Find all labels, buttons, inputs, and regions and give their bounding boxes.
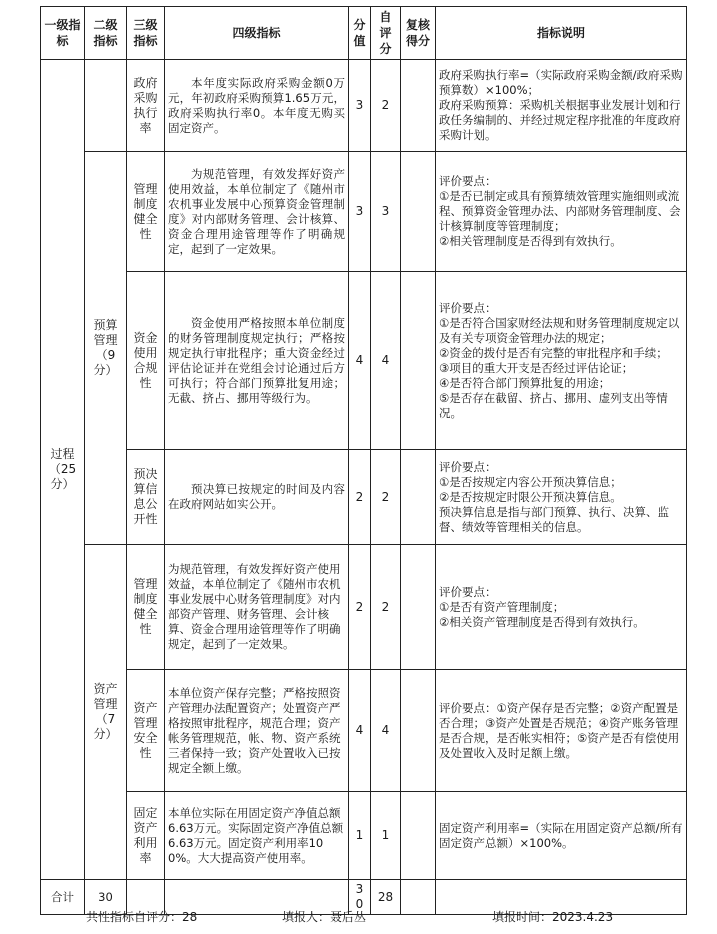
note-cell	[436, 152, 687, 272]
footer-date: 填报时间：2023.4.23	[492, 910, 614, 924]
review-score-cell	[401, 60, 436, 152]
note-cell: 评价要点：①资产保存是否完整；②资产配置是否合理；③资产处置是否规范；④资产账务管理是否合规，是否帐实相符；⑤资产是否有偿使用及处置收入及时足额上缴。	[436, 670, 687, 792]
table-row	[41, 450, 687, 545]
level3-cell: 管理制度健全性	[127, 152, 165, 272]
header-note: 指标说明	[436, 7, 687, 60]
self-score-cell: 2	[371, 450, 401, 545]
review-score-cell	[401, 670, 436, 792]
total-level2: 30	[85, 880, 127, 915]
total-label: 合计	[41, 880, 85, 915]
score-cell: 4	[349, 670, 371, 792]
review-score-cell	[401, 152, 436, 272]
note-line: 评价要点：	[439, 300, 497, 315]
note-line: ①是否按规定内容公开预决算信息；	[439, 474, 622, 489]
review-score-cell	[401, 450, 436, 545]
note-cell	[436, 450, 687, 545]
note-line: ⑤是否存在截留、挤占、挪用、虚列支出等情况。	[439, 390, 668, 420]
note-line: ②资金的拨付是否有完整的审批程序和手续；	[439, 345, 668, 360]
level3-cell: 预决算信息公开性	[127, 450, 165, 545]
score-cell: 2	[349, 450, 371, 545]
level2-cell-empty	[85, 60, 127, 152]
header-score: 分值	[349, 7, 371, 60]
self-score-cell: 4	[371, 670, 401, 792]
level4-cell: 本单位实际在用固定资产净值总额6.63万元。实际固定资产净值总额6.63万元。固定资产利用率100%。大大提高资产使用率。	[165, 792, 349, 880]
note-cell	[436, 60, 687, 152]
header-review-score: 复核得分	[401, 7, 436, 60]
self-score-cell: 3	[371, 152, 401, 272]
level4-cell: 预决算已按规定的时间及内容在政府网站如实公开。	[165, 450, 349, 545]
note-text	[439, 174, 683, 249]
header-level3: 三级指标	[127, 7, 165, 60]
total-score: 30	[349, 880, 371, 915]
note-line: ④是否符合部门预算批复的用途；	[439, 375, 611, 390]
self-score-cell: 1	[371, 792, 401, 880]
note-line: 政府采购执行率=（实际政府采购金额/政府采购预算数）×100%；	[439, 68, 683, 97]
score-cell: 2	[349, 545, 371, 670]
note-line: 评价要点：	[439, 459, 497, 474]
table-row	[41, 545, 687, 670]
level3-cell: 政府采购执行率	[127, 60, 165, 152]
note-line: ②相关管理制度是否得到有效执行。	[439, 234, 622, 248]
level3-cell: 固定资产利用率	[127, 792, 165, 880]
self-score-cell: 4	[371, 272, 401, 450]
review-score-cell	[401, 792, 436, 880]
note-line: ②相关资产管理制度是否得到有效执行。	[439, 614, 645, 629]
level4-cell: 资金使用严格按照本单位制度的财务管理制度规定执行；严格按规定执行审批程序；重大资金经过评估论证并在党组会讨论通过后方可执行；符合部门预算批复用途；无截、挤占、挪用等级行为。	[165, 272, 349, 450]
note-line: ①是否已制定或具有预算绩效管理实施细则或流程、预算资金管理办法、内部财务管理制度、会计核算制度等管理制度；	[439, 189, 681, 233]
level3-cell: 资金使用合规性	[127, 272, 165, 450]
header-level4: 四级指标	[165, 7, 349, 60]
total-self-score: 28	[371, 880, 401, 915]
level4-cell: 为规范管理，有效发挥好资产使用效益，本单位制定了《随州市农机事业发展中心财务管理制度》对内部资产管理、财务管理、会计核算、资金合理用途管理等作了明确规定，起到了一定效果。	[165, 545, 349, 670]
evaluation-table	[40, 6, 687, 915]
table-row	[41, 792, 687, 880]
header-self-score: 自评分	[371, 7, 401, 60]
table-row	[41, 152, 687, 272]
footer-self-score: 共性指标自评分：28	[86, 910, 198, 924]
note-line: ③项目的重大开支是否经过评估论证；	[439, 360, 634, 375]
level3-cell: 资产管理安全性	[127, 670, 165, 792]
table-row	[41, 60, 687, 152]
level4-cell: 为规范管理，有效发挥好资产使用效益，本单位制定了《随州市农机事业发展中心预算资金管理制度》对内部财务管理、会计核算、资金合理用途管理等作了明确规定，起到了一定效果。	[165, 152, 349, 272]
note-text	[439, 585, 683, 630]
score-cell: 1	[349, 792, 371, 880]
score-cell: 4	[349, 272, 371, 450]
score-cell: 3	[349, 60, 371, 152]
table-row	[41, 670, 687, 792]
level2-cell-budget: 预算管理（9分）	[85, 152, 127, 545]
header-row	[41, 7, 687, 60]
note-line: ①是否有资产管理制度；	[439, 599, 565, 614]
note-text	[439, 68, 683, 143]
note-cell	[436, 272, 687, 450]
level3-cell: 管理制度健全性	[127, 545, 165, 670]
note-text	[439, 460, 683, 535]
note-line: 政府采购预算：采购机关根据事业发展计划和行政任务编制的、并经过规定程序批准的年度政府采购计划。	[439, 98, 681, 142]
note-text	[439, 301, 683, 421]
level2-cell-asset: 资产管理（7分）	[85, 545, 127, 880]
note-cell	[436, 545, 687, 670]
note-line: ②是否按规定时限公开预决算信息。	[439, 489, 622, 504]
note-line: 预决算信息是指与部门预算、执行、决算、监督、绩效等管理相关的信息。	[439, 504, 669, 534]
header-level2: 二级指标	[85, 7, 127, 60]
self-score-cell: 2	[371, 60, 401, 152]
score-cell: 3	[349, 152, 371, 272]
total-review-score	[401, 880, 436, 915]
level4-cell: 本单位资产保存完整；严格按照资产管理办法配置资产；处置资产严格按照审批程序，规范合理；资产帐务管理规范，帐、物、资产系统三者保持一致；资产处置收入已按规定全额上缴。	[165, 670, 349, 792]
note-line: 评价要点：	[439, 584, 497, 599]
note-line: 评价要点：	[439, 174, 497, 188]
level1-cell: 过程（25分）	[41, 60, 85, 880]
level4-cell: 本年度实际政府采购金额0万元，年初政府采购预算1.65万元，政府采购执行率0。本年度无购买固定资产。	[165, 60, 349, 152]
header-level1: 一级指标	[41, 7, 85, 60]
note-cell: 固定资产利用率=（实际在用固定资产总额/所有固定资产总额）×100%。	[436, 792, 687, 880]
table-row	[41, 272, 687, 450]
note-line: ①是否符合国家财经法规和财务管理制度规定以及有关专项资金管理办法的规定；	[439, 315, 680, 345]
review-score-cell	[401, 272, 436, 450]
footer-filler: 填报人：聂后丛	[282, 910, 367, 924]
review-score-cell	[401, 545, 436, 670]
self-score-cell: 2	[371, 545, 401, 670]
